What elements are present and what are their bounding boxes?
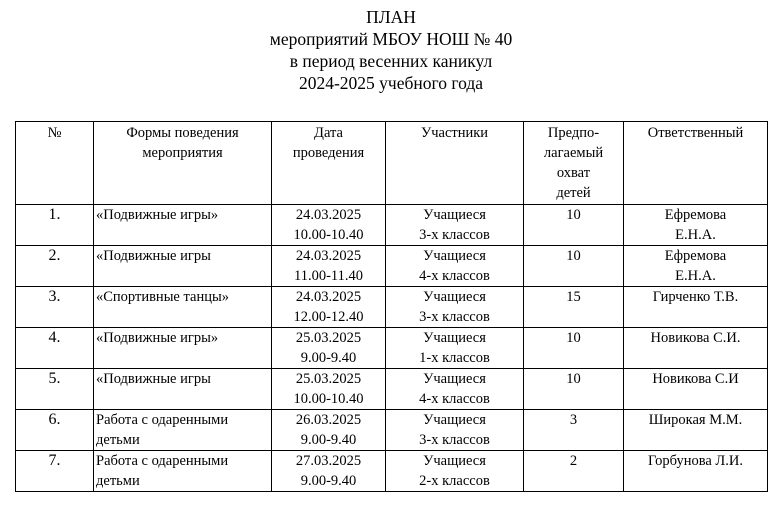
cell-coverage: 10 xyxy=(524,328,624,369)
cell-number: 7. xyxy=(16,451,94,492)
cell-date: 25.03.2025 10.00-10.40 xyxy=(272,369,386,410)
table-header-row xyxy=(16,122,768,205)
title-year: 2024-2025 учебного года xyxy=(298,73,484,93)
events-table xyxy=(15,121,768,492)
cell-form: Работа с одаренными детьми xyxy=(94,410,272,451)
cell-coverage: 3 xyxy=(524,410,624,451)
cell-coverage: 10 xyxy=(524,205,624,246)
cell-participants: Учащиеся 4-х классов xyxy=(386,246,524,287)
cell-responsible: Ефремова Е.Н.А. xyxy=(624,205,768,246)
column-header-coverage: Предпо- лагаемый охват детей xyxy=(524,122,624,205)
cell-date: 24.03.2025 11.00-11.40 xyxy=(272,246,386,287)
cell-responsible: Новикова С.И. xyxy=(624,328,768,369)
table-row xyxy=(16,328,768,369)
cell-form: Работа с одаренными детьми xyxy=(94,451,272,492)
cell-date: 24.03.2025 10.00-10.40 xyxy=(272,205,386,246)
cell-participants: Учащиеся 4-х классов xyxy=(386,369,524,410)
cell-responsible: Новикова С.И xyxy=(624,369,768,410)
cell-number: 2. xyxy=(16,246,94,287)
table-row xyxy=(16,287,768,328)
cell-form: «Подвижные игры» xyxy=(94,328,272,369)
cell-responsible: Широкая М.М. xyxy=(624,410,768,451)
cell-coverage: 2 xyxy=(524,451,624,492)
cell-coverage: 10 xyxy=(524,246,624,287)
table-row xyxy=(16,410,768,451)
cell-date: 27.03.2025 9.00-9.40 xyxy=(272,451,386,492)
cell-form: «Подвижные игры xyxy=(94,369,272,410)
table-row xyxy=(16,205,768,246)
cell-coverage: 10 xyxy=(524,369,624,410)
cell-date: 26.03.2025 9.00-9.40 xyxy=(272,410,386,451)
table-row xyxy=(16,246,768,287)
cell-participants: Учащиеся 1-х классов xyxy=(386,328,524,369)
cell-number: 4. xyxy=(16,328,94,369)
cell-number: 6. xyxy=(16,410,94,451)
cell-form: «Спортивные танцы» xyxy=(94,287,272,328)
cell-participants: Учащиеся 3-х классов xyxy=(386,287,524,328)
cell-responsible: Ефремова Е.Н.А. xyxy=(624,246,768,287)
column-header-responsible: Ответственный xyxy=(624,122,768,205)
column-header-participants: Участники xyxy=(386,122,524,205)
cell-responsible: Горбунова Л.И. xyxy=(624,451,768,492)
column-header-number: № xyxy=(16,122,94,205)
cell-number: 5. xyxy=(16,369,94,410)
title-plan: ПЛАН xyxy=(366,7,416,27)
cell-coverage: 15 xyxy=(524,287,624,328)
cell-participants: Учащиеся 3-х классов xyxy=(386,205,524,246)
cell-date: 24.03.2025 12.00-12.40 xyxy=(272,287,386,328)
cell-form: «Подвижные игры» xyxy=(94,205,272,246)
column-header-form: Формы поведения мероприятия xyxy=(94,122,272,205)
cell-form: «Подвижные игры xyxy=(94,246,272,287)
table-row xyxy=(16,451,768,492)
table-row xyxy=(16,369,768,410)
cell-number: 1. xyxy=(16,205,94,246)
cell-date: 25.03.2025 9.00-9.40 xyxy=(272,328,386,369)
cell-responsible: Гирченко Т.В. xyxy=(624,287,768,328)
cell-participants: Учащиеся 3-х классов xyxy=(386,410,524,451)
cell-participants: Учащиеся 2-х классов xyxy=(386,451,524,492)
document-title xyxy=(0,6,782,94)
title-subject: мероприятий МБОУ НОШ № 40 xyxy=(269,29,513,49)
column-header-date: Дата проведения xyxy=(272,122,386,205)
title-period: в период весенних каникул xyxy=(289,51,493,71)
cell-number: 3. xyxy=(16,287,94,328)
